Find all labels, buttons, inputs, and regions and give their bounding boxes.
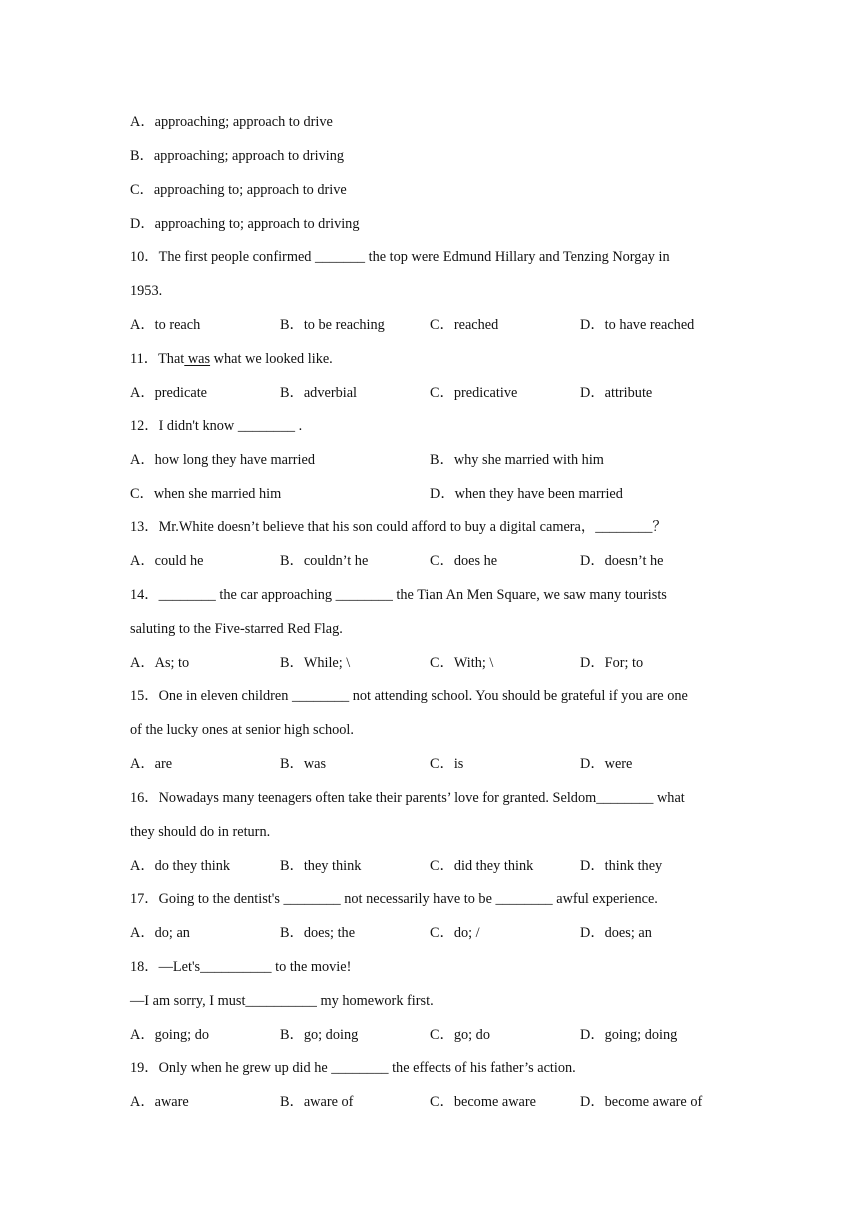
q11-stem-start: 11．That [130,351,185,367]
q11-stem-end: what we looked like. [210,351,333,367]
q10-stem-line1: 10．The first people confirmed _______ the top were Edmund Hillary and Tenzing Norgay in [130,249,670,265]
q15-option-c: C．is [430,756,464,772]
q12-option-c: C．when she married him [130,486,282,502]
q14-option-d: D．For; to [580,655,644,671]
q13-option-a: A．could he [130,553,204,569]
q13-option-c: C．does he [430,553,498,569]
q14-option-b: B．While; \ [280,655,351,671]
q9-option-d: D．approaching to; approach to driving [130,216,360,232]
q17-option-d: D．does; an [580,925,652,941]
q11-options [130,384,750,402]
q13-option-b: B．couldn’t he [280,553,369,569]
q14-option-a: A．As; to [130,655,190,671]
q17-stem: 17．Going to the dentist's ________ not necessarily have to be ________ awful experience. [130,891,658,907]
q18-stem-line1: 18．—Let's__________ to the movie! [130,959,352,975]
q14-stem-line1: 14．________ the car approaching ________ the Tian An Men Square, we saw many tourists [130,587,667,603]
q18-option-b: B．go; doing [280,1027,359,1043]
q18-option-a: A．going; do [130,1027,210,1043]
q12-stem: 12．I didn't know ________ . [130,418,303,434]
q13-option-d: D．doesn’t he [580,553,664,569]
q19-option-c: C．become aware [430,1094,536,1110]
q11-option-c: C．predicative [430,385,518,401]
q11-underlined-word: was [184,351,211,367]
q10-options [130,316,750,334]
q15-option-a: A．are [130,756,173,772]
q16-option-b: B．they think [280,858,362,874]
q12-option-a: A．how long they have married [130,452,316,468]
q16-stem-line1: 16．Nowadays many teenagers often take their parents’ love for granted. Seldom________ what [130,790,685,806]
q19-stem: 19．Only when he grew up did he ________ the effects of his father’s action. [130,1060,576,1076]
q9-option-c: C．approaching to; approach to drive [130,182,347,198]
q12-option-b: B．why she married with him [430,452,604,468]
q15-stem-line2: of the lucky ones at senior high school. [130,722,354,738]
q11-stem [130,350,333,368]
q9-option-b: B．approaching; approach to driving [130,148,344,164]
q15-option-d: D．were [580,756,633,772]
q18-option-d: D．going; doing [580,1027,678,1043]
q18-stem-line2: —I am sorry, I must__________ my homework first. [130,993,434,1009]
q10-option-c: C．reached [430,317,499,333]
q14-option-c: C．With; \ [430,655,494,671]
q11-option-d: D．attribute [580,385,653,401]
q16-stem-line2: they should do in return. [130,824,271,840]
q16-option-d: D．think they [580,858,663,874]
q18-option-c: C．go; do [430,1027,490,1043]
q10-option-d: D．to have reached [580,317,695,333]
q16-options [130,857,750,875]
q16-option-a: A．do they think [130,858,231,874]
q9-option-a: A．approaching; approach to drive [130,114,333,130]
q15-option-b: B．was [280,756,327,772]
q15-options [130,755,750,773]
q15-stem-line1: 15．One in eleven children ________ not attending school. You should be grateful if you are one [130,688,688,704]
q16-option-c: C．did they think [430,858,534,874]
q10-stem-line2: 1953. [130,283,163,299]
q10-option-b: B．to be reaching [280,317,385,333]
q14-stem-line2: saluting to the Five-starred Red Flag. [130,621,343,637]
q12-option-d: D．when they have been married [430,486,623,502]
q11-option-b: B．adverbial [280,385,358,401]
q13-stem: 13．Mr.White doesn’t believe that his son could afford to buy a digital camera，________？ [130,519,667,535]
q19-option-b: B．aware of [280,1094,354,1110]
q10-option-a: A．to reach [130,317,201,333]
q17-options [130,924,750,942]
q11-option-a: A．predicate [130,385,208,401]
q17-option-a: A．do; an [130,925,190,941]
q19-options [130,1093,750,1111]
q19-option-a: A．aware [130,1094,189,1110]
q12-options-row2 [130,485,750,503]
q17-option-b: B．does; the [280,925,356,941]
q13-options [130,552,750,570]
q17-option-c: C．do; / [430,925,480,941]
q14-options [130,654,750,672]
q19-option-d: D．become aware of [580,1094,703,1110]
q12-options-row1 [130,451,750,469]
q18-options [130,1026,750,1044]
